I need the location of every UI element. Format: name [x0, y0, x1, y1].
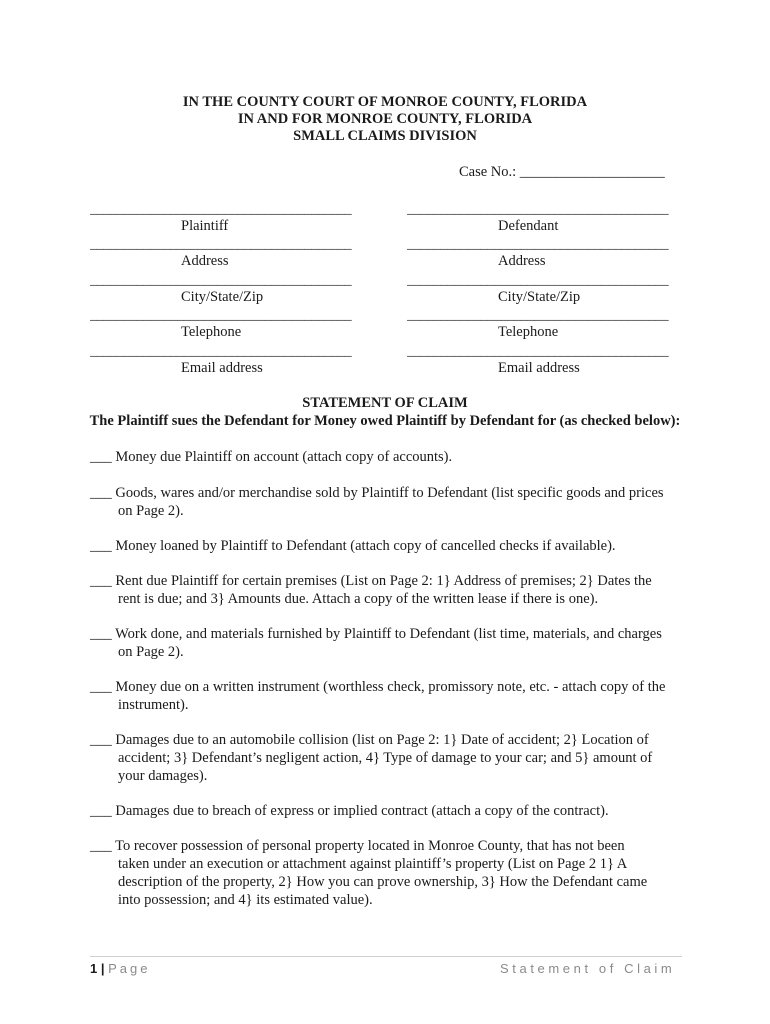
claim-text: Work done, and materials furnished by Plaintiff to Defendant (list time, materials, and charges — [115, 626, 662, 642]
plaintiff-email-line[interactable]: _______________________________________ — [90, 344, 352, 359]
claim-text-cont: into possession; and 4} its estimated value). — [118, 892, 373, 908]
plaintiff-address-line[interactable]: _______________________________________ — [90, 237, 352, 252]
page-number-value: 1 — [90, 961, 98, 976]
claim-text-cont: accident; 3} Defendant’s negligent action, 4} Type of damage to your car; and 5} amount of — [118, 750, 653, 766]
court-title-line-1: IN THE COUNTY COURT OF MONROE COUNTY, FLORIDA — [182, 94, 588, 110]
claim-work-done — [90, 625, 690, 661]
claim-money-loaned — [90, 537, 690, 555]
plaintiff-city-label: City/State/Zip — [181, 289, 264, 305]
page-separator: | — [100, 961, 105, 976]
claim-text: To recover possession of personal property located in Monroe County, that has not been — [115, 838, 625, 854]
defendant-email-line[interactable]: _______________________________________ — [407, 344, 669, 359]
court-title-line-2: IN AND FOR MONROE COUNTY, FLORIDA — [237, 111, 533, 127]
claim-checkbox-blank[interactable]: ___ — [90, 838, 112, 854]
defendant-name-line[interactable]: _______________________________________ — [407, 202, 669, 217]
claim-checkbox-blank[interactable]: ___ — [90, 732, 112, 748]
claim-checkbox-blank[interactable]: ___ — [90, 538, 112, 554]
defendant-email-label: Email address — [498, 360, 580, 376]
plaintiff-label: Plaintiff — [181, 218, 229, 234]
claim-written-instrument — [90, 678, 690, 714]
claim-text: Money loaned by Plaintiff to Defendant (attach copy of cancelled checks if available). — [115, 538, 616, 554]
claim-checkbox-blank[interactable]: ___ — [90, 449, 112, 465]
defendant-city-label: City/State/Zip — [498, 289, 581, 305]
defendant-telephone-label: Telephone — [498, 324, 559, 340]
plaintiff-telephone-label: Telephone — [181, 324, 242, 340]
claim-text-cont: your damages). — [118, 768, 208, 784]
claim-auto-collision — [90, 731, 690, 785]
claim-text: Goods, wares and/or merchandise sold by Plaintiff to Defendant (list specific goods and prices — [115, 485, 664, 501]
claim-checkbox-blank[interactable]: ___ — [90, 573, 112, 589]
plaintiff-telephone-line[interactable]: _______________________________________ — [90, 308, 352, 323]
plaintiff-name-line[interactable]: _______________________________________ — [90, 202, 352, 217]
page-word: Page — [108, 961, 151, 976]
claim-rent-due — [90, 572, 690, 608]
plaintiff-city-line[interactable]: _______________________________________ — [90, 273, 352, 288]
claim-text: Damages due to an automobile collision (list on Page 2: 1} Date of accident; 2} Location of — [115, 732, 649, 748]
claim-text: Money due Plaintiff on account (attach copy of accounts). — [115, 449, 453, 465]
claim-text-cont: rent is due; and 3} Amounts due. Attach a copy of the written lease if there is one). — [118, 591, 599, 607]
plaintiff-address-label: Address — [181, 253, 229, 269]
statement-title: STATEMENT OF CLAIM — [302, 395, 468, 411]
claim-text: Rent due Plaintiff for certain premises (List on Page 2: 1} Address of premises; 2} Dates the — [115, 573, 652, 589]
footer-document-title: Statement of Claim — [500, 961, 676, 976]
claim-recover-property — [90, 837, 690, 909]
claim-checkbox-blank[interactable]: ___ — [90, 679, 112, 695]
defendant-telephone-line[interactable]: _______________________________________ — [407, 308, 669, 323]
claim-text-cont: description of the property, 2} How you can prove ownership, 3} How the Defendant came — [118, 874, 648, 890]
claim-text-cont: on Page 2). — [118, 503, 184, 519]
page-number — [90, 961, 151, 976]
claim-text: Damages due to breach of express or implied contract (attach a copy of the contract). — [115, 803, 609, 819]
claim-text-cont: taken under an execution or attachment against plaintiff’s property (List on Page 2 1} A — [118, 856, 628, 872]
defendant-address-label: Address — [498, 253, 546, 269]
claim-goods-sold — [90, 484, 690, 520]
defendant-city-line[interactable]: _______________________________________ — [407, 273, 669, 288]
court-division: SMALL CLAIMS DIVISION — [293, 128, 477, 144]
defendant-address-line[interactable]: _______________________________________ — [407, 237, 669, 252]
claim-money-on-account — [90, 448, 690, 466]
claim-breach-of-contract — [90, 802, 690, 820]
case-number-field[interactable]: Case No.: ____________________ — [459, 164, 665, 180]
statement-subtitle: The Plaintiff sues the Defendant for Money owed Plaintiff by Defendant for (as checked below): — [89, 413, 681, 429]
footer-divider — [90, 956, 682, 957]
claim-checkbox-blank[interactable]: ___ — [90, 626, 112, 642]
claim-text-cont: instrument). — [118, 697, 189, 713]
claim-checkbox-blank[interactable]: ___ — [90, 803, 112, 819]
claim-text: Money due on a written instrument (worthless check, promissory note, etc. - attach copy of the — [115, 679, 666, 695]
plaintiff-email-label: Email address — [181, 360, 263, 376]
defendant-label: Defendant — [498, 218, 559, 234]
claim-checkbox-blank[interactable]: ___ — [90, 485, 112, 501]
claim-text-cont: on Page 2). — [118, 644, 184, 660]
